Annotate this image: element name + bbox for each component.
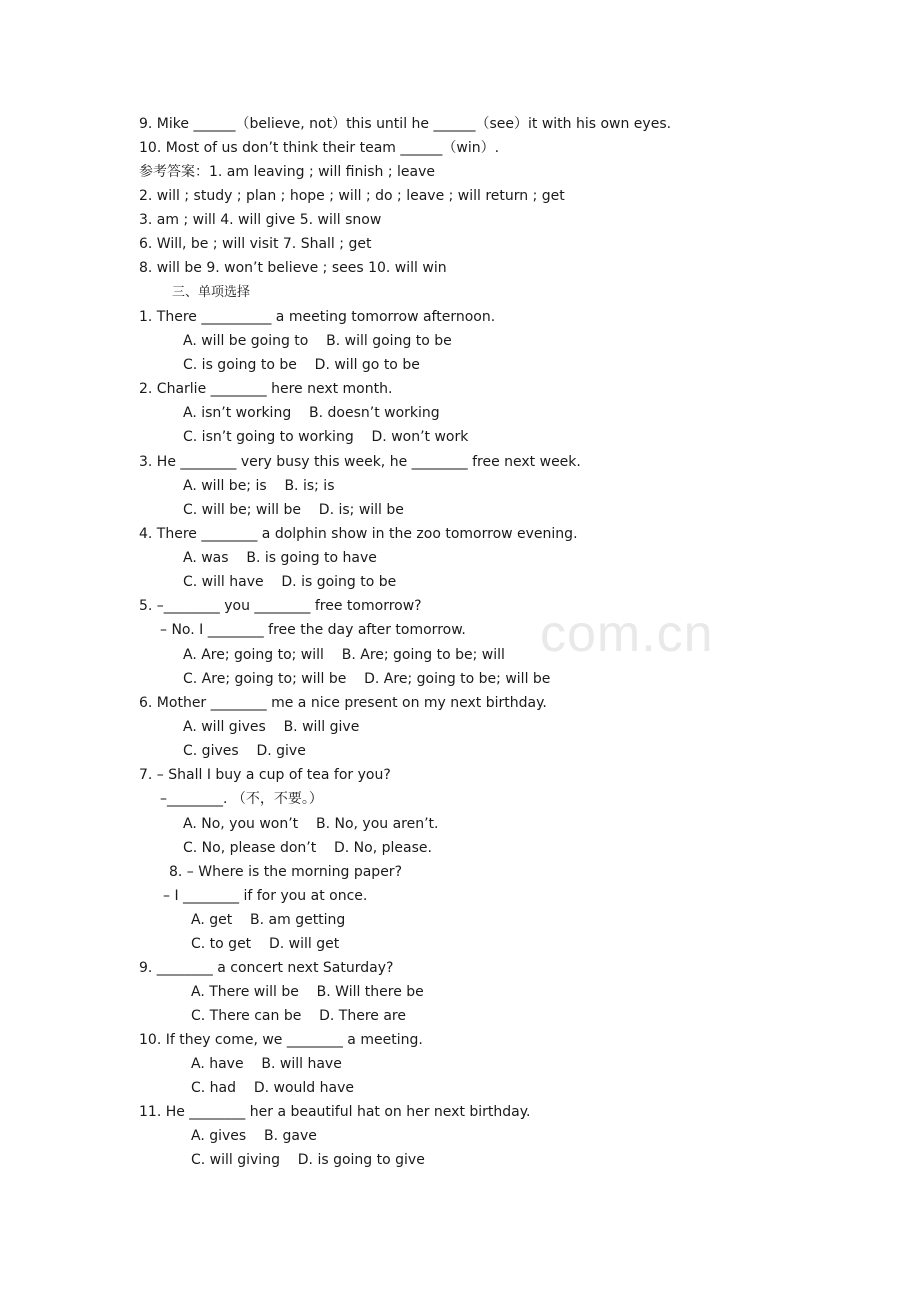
question-4-options-cd: C. will have D. is going to be [183,574,397,590]
question-2-options-ab: A. isn’t working B. doesn’t working [183,405,440,421]
question-9: 9. ________ a concert next Saturday? [139,960,394,976]
question-7-options-cd: C. No, please don’t D. No, please. [183,840,432,856]
answer-key-line-2: 2. will ; study ; plan ; hope ; will ; do ; leave ; will return ; get [139,188,565,204]
question-10-options-ab: A. have B. will have [191,1056,342,1072]
question-1-options-cd: C. is going to be D. will go to be [183,357,420,373]
question-11-options-cd: C. will giving D. is going to give [191,1152,425,1168]
question-1: 1. There __________ a meeting tomorrow afternoon. [139,309,496,325]
question-6: 6. Mother ________ me a nice present on my next birthday. [139,695,547,711]
answer-key-line-1: 参考答案：1. am leaving ; will finish ; leave [139,164,436,180]
question-9-options-ab: A. There will be B. Will there be [191,984,424,1000]
question-2: 2. Charlie ________ here next month. [139,381,393,397]
question-8: 8. – Where is the morning paper? [169,864,402,880]
question-9-options-cd: C. There can be D. There are [191,1008,406,1024]
question-3: 3. He ________ very busy this week, he ________ free next week. [139,454,581,470]
previous-question-10: 10. Most of us don’t think their team ______（win）. [139,140,500,156]
question-10: 10. If they come, we ________ a meeting. [139,1032,423,1048]
question-4: 4. There ________ a dolphin show in the zoo tomorrow evening. [139,526,578,542]
previous-question-9: 9. Mike ______（believe, not）this until he ______（see）it with his own eyes. [139,116,672,132]
question-8-reply: – I ________ if for you at once. [163,888,368,904]
question-10-options-cd: C. had D. would have [191,1080,354,1096]
question-11: 11. He ________ her a beautiful hat on her next birthday. [139,1104,531,1120]
watermark: com.cn [540,605,714,663]
question-5-options-cd: C. Are; going to; will be D. Are; going to be; will be [183,671,551,687]
question-5-options-ab: A. Are; going to; will B. Are; going to be; will [183,647,505,663]
section-title: 三、单项选择 [172,285,251,300]
question-1-options-ab: A. will be going to B. will going to be [183,333,452,349]
question-3-options-cd: C. will be; will be D. is; will be [183,502,404,518]
question-6-options-ab: A. will gives B. will give [183,719,360,735]
question-7-reply: –________. （不，不要。） [160,791,323,807]
question-8-options-ab: A. get B. am getting [191,912,346,928]
answer-key-line-3: 3. am ; will 4. will give 5. will snow [139,212,382,228]
question-3-options-ab: A. will be; is B. is; is [183,478,335,494]
question-7-options-ab: A. No, you won’t B. No, you aren’t. [183,816,439,832]
question-2-options-cd: C. isn’t going to working D. won’t work [183,429,469,445]
question-11-options-ab: A. gives B. gave [191,1128,317,1144]
answer-key-line-4: 6. Will, be ; will visit 7. Shall ; get [139,236,372,252]
question-5-reply: – No. I ________ free the day after tomorrow. [160,622,466,638]
answer-key-line-5: 8. will be 9. won’t believe ; sees 10. will win [139,260,447,276]
question-6-options-cd: C. gives D. give [183,743,306,759]
question-5: 5. –________ you ________ free tomorrow? [139,598,422,614]
question-7: 7. – Shall I buy a cup of tea for you? [139,767,391,783]
question-8-options-cd: C. to get D. will get [191,936,340,952]
question-4-options-ab: A. was B. is going to have [183,550,377,566]
